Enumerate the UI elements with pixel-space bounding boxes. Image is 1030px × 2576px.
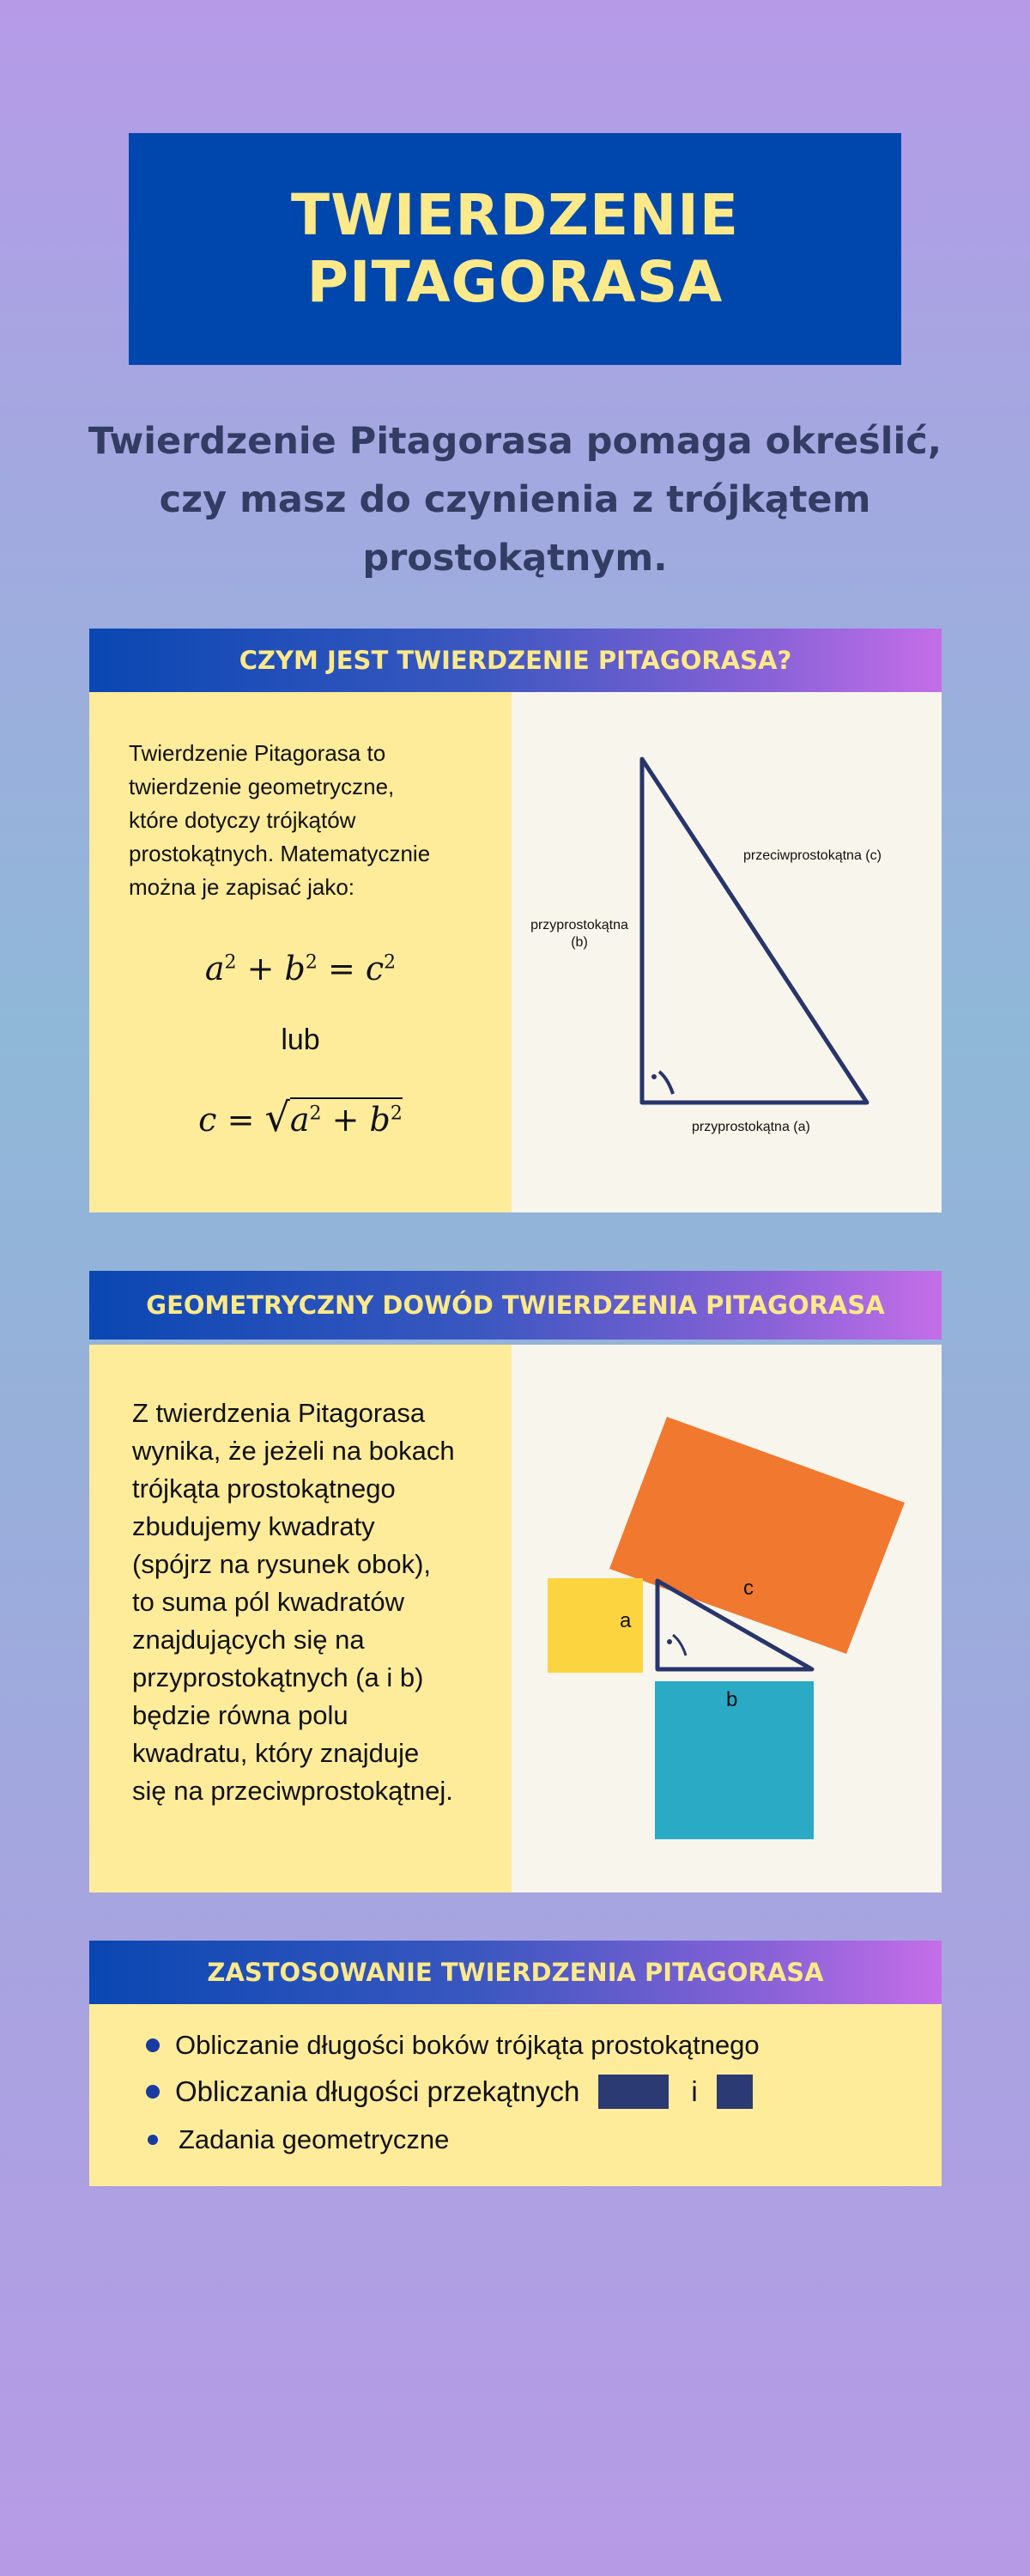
square-shape-icon [717, 2075, 753, 2109]
s1-line-5: można je zapisać jako: [129, 874, 355, 900]
s2-line-6: to suma pól kwadratów [132, 1587, 405, 1617]
right-angle-dot [651, 1074, 657, 1079]
s2-line-3: trójkąta prostokątnego [132, 1473, 396, 1504]
section1-header: CZYM JEST TWIERDZENIE PITAGORASA? [89, 629, 942, 692]
bullet-item-3: Zadania geometryczne [148, 2124, 449, 2155]
title-banner [129, 133, 901, 365]
formula-pythagoras: $a^2 + b^2 = c^2$ [204, 950, 397, 987]
or-word: lub [281, 1024, 320, 1056]
subtitle [86, 412, 944, 587]
subtitle-line-1: Twierdzenie Pitagorasa pomaga określić, [88, 420, 942, 463]
bullet-item-2: Obliczania długości przekątnych i [146, 2075, 753, 2109]
s1-line-3: które dotyczy trójkątów [129, 807, 356, 833]
section2-text-panel [89, 1345, 512, 1893]
s2-line-1: Z twierdzenia Pitagorasa [132, 1398, 426, 1428]
s1-line-1: Twierdzenie Pitagorasa to [129, 740, 386, 766]
title-line-2: PITAGORASA [306, 249, 724, 315]
conjunction-and: i [691, 2075, 698, 2107]
s1-line-2: twierdzenie geometryczne, [129, 774, 395, 799]
geometric-proof-diagram [512, 1345, 942, 1893]
right-angle-mark [659, 1072, 673, 1094]
formula-hypotenuse: $c = √a^2 + b^2$ [198, 1094, 403, 1140]
section1-text-panel [89, 692, 512, 1212]
s2-line-4: zbudujemy kwadraty [132, 1511, 375, 1541]
right-triangle [642, 759, 867, 1103]
proof-right-angle-mark [673, 1635, 686, 1656]
s2-line-8: przyprostokątnych (a i b) [132, 1662, 424, 1692]
section2-description [132, 1394, 455, 1810]
s2-line-2: wynika, że jeżeli na bokach [132, 1436, 455, 1466]
section3-header: ZASTOSOWANIE TWIERDZENIA PITAGORASA [89, 1941, 942, 2004]
label-c: c [743, 1577, 754, 1600]
rectangle-shape-icon [598, 2075, 669, 2109]
bullet-item-1: Obliczanie długości boków trójkąta prostokątnego [146, 2030, 760, 2061]
section2-diagram-panel [512, 1345, 942, 1893]
label-leg-b: przyprostokątna (b) [530, 918, 628, 950]
section1-diagram-panel [512, 692, 942, 1212]
bullet-dot-icon [146, 2038, 160, 2052]
s2-line-9: będzie równa polu [132, 1700, 348, 1730]
title-line-1: TWIERDZENIE [291, 182, 739, 248]
s2-line-10: kwadratu, który znajduje [132, 1738, 420, 1768]
label-b: b [726, 1688, 738, 1711]
bullet-dot-icon [146, 2085, 160, 2099]
proof-right-angle-dot [667, 1639, 672, 1644]
subtitle-line-2: czy masz do czynienia z trójkątem [159, 478, 871, 521]
section1-description [129, 737, 430, 904]
section2-header: GEOMETRYCZNY DOWÓD TWIERDZENIA PITAGORASA [89, 1271, 942, 1340]
s1-line-4: prostokątnych. Matematycznie [129, 841, 431, 866]
label-hypotenuse: przeciwprostokątna (c) [743, 848, 882, 863]
s2-line-7: znajdujących się na [132, 1625, 365, 1655]
s2-line-11: się na przeciwprostokątnej. [132, 1776, 453, 1806]
bullet-dot-icon [148, 2135, 158, 2145]
s2-line-5: (spójrz na rysunek obok), [132, 1549, 432, 1579]
square-c [609, 1417, 905, 1654]
subtitle-line-3: prostokątnym. [362, 537, 668, 580]
label-a: a [620, 1609, 632, 1632]
label-leg-a: przyprostokątna (a) [692, 1120, 810, 1134]
section3-panel [89, 2004, 942, 2186]
